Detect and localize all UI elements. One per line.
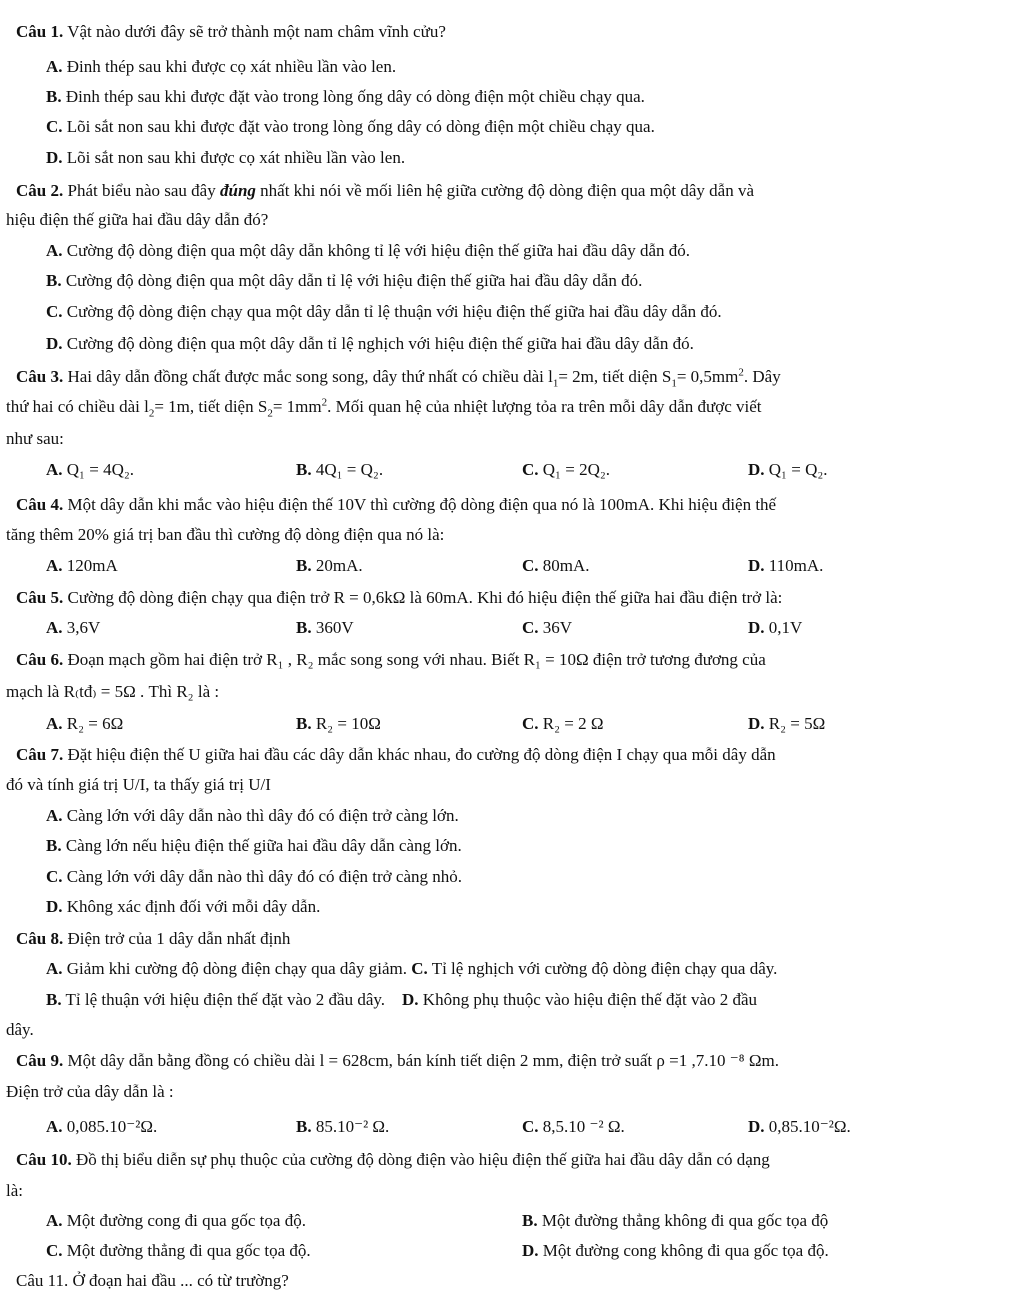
question-4 (16, 494, 776, 516)
question-text: Một dây dẫn khi mắc vào hiệu điện thế 10V thì cường độ dòng điện qua nó là 100mA. Khi hiệu điện thế (67, 495, 777, 514)
option-text: R₂ = 10Ω (315, 714, 381, 733)
option (296, 459, 383, 481)
question-label: Câu 7. (16, 745, 64, 764)
subscript: 2 (267, 407, 273, 420)
option-letter: D. (46, 148, 63, 167)
option (522, 555, 590, 577)
option-letter: A. (46, 556, 63, 575)
option-letter: D. (46, 334, 63, 353)
question-continuation: mạch là R₍tđ₎ = 5Ω . Thì R₂ là : (6, 682, 220, 701)
question-9 (16, 1050, 779, 1072)
subscript: 1 (552, 377, 559, 390)
option-letter: D. (46, 897, 63, 916)
question-7 (16, 744, 776, 766)
question-text: Một dây dẫn bằng đồng có chiều dài l = 628cm, bán kính tiết diện 2 mm, điện trở suất ρ =1 ,7.10 ⁻⁸ Ωm. (67, 1051, 779, 1070)
option-letter: D. (748, 556, 765, 575)
option-letter: D. (402, 990, 419, 1009)
option-letter: C. (46, 302, 63, 321)
option-text: 4Q₁ = Q₂. (315, 460, 384, 479)
question-text: Đặt hiệu điện thế U giữa hai đầu các dây dẫn khác nhau, đo cường độ dòng điện I chạy qua mỗi dây dẫn (67, 745, 776, 764)
question-2 (16, 180, 754, 202)
option-letter: A. (46, 57, 63, 76)
option-text: Càng lớn với dây dẫn nào thì dây đó có điện trở càng nhỏ. (66, 867, 462, 886)
option-text: 20mA. (315, 556, 363, 575)
question-continuation: hiệu điện thế giữa hai đầu dây dẫn đó? (6, 210, 269, 229)
question-text: Hai dây dẫn đồng chất được mắc song song, dây thứ nhất có chiều dài l (67, 367, 553, 386)
option-text: Tỉ lệ thuận với hiệu điện thế đặt vào 2 đầu dây. (65, 990, 386, 1009)
emphasis-text: đúng (219, 181, 256, 200)
option-text: Cường độ dòng điện qua một dây dẫn tỉ lệ nghịch với hiệu điện thế giữa hai đầu dây dẫn đó. (66, 334, 694, 353)
option-text: 120mA (66, 556, 118, 575)
option-text: Đinh thép sau khi được cọ xát nhiều lần vào len. (66, 57, 397, 76)
question-text: Điện trở của 1 dây dẫn nhất định (67, 929, 291, 948)
option (748, 555, 823, 577)
option (46, 1210, 306, 1232)
question-text: = 1m, tiết diện S (154, 397, 268, 416)
option (522, 1210, 828, 1232)
question-label: Câu 9. (16, 1051, 64, 1070)
option-text: 0,85.10⁻²Ω. (768, 1117, 851, 1136)
option-text: Q₁ = Q₂. (768, 460, 828, 479)
option (296, 555, 363, 577)
question-3-line-2 (6, 396, 761, 418)
option-text: 8,5.10 ⁻² Ω. (542, 1117, 625, 1136)
cutoff-question-line: Câu 11. Ở đoạn hai đầu ... có từ trường? (16, 1271, 289, 1290)
option-letter: A. (46, 806, 63, 825)
option-letter: A. (46, 714, 63, 733)
option-letter: B. (46, 271, 62, 290)
question-6 (16, 649, 766, 671)
option (748, 459, 828, 481)
option-row (46, 958, 777, 980)
option-text: 360V (315, 618, 354, 637)
option-letter: B. (46, 836, 62, 855)
question-5 (16, 587, 782, 609)
question-label: Câu 5. (16, 588, 64, 607)
option-letter: B. (296, 714, 312, 733)
question-label: Câu 6. (16, 650, 64, 669)
question-8 (16, 928, 290, 950)
question-text: . Dây (743, 367, 781, 386)
option-text: R₂ = 6Ω (66, 714, 124, 733)
question-text: . Mối quan hệ của nhiệt lượng tỏa ra trên mỗi dây dẫn được viết (327, 397, 762, 416)
option-letter: A. (46, 241, 63, 260)
option (46, 86, 645, 108)
option-text: 80mA. (542, 556, 590, 575)
option-text: 110mA. (768, 556, 824, 575)
option-text: Giảm khi cường độ dòng điện chạy qua dây giảm. (66, 959, 407, 978)
option-text: Một đường thẳng đi qua gốc tọa độ. (66, 1241, 311, 1260)
option (46, 459, 134, 481)
option-text: Lõi sắt non sau khi được cọ xát nhiều lần vào len. (66, 148, 406, 167)
option (46, 301, 722, 323)
option-letter: B. (296, 460, 312, 479)
option-letter: D. (748, 714, 765, 733)
question-label: Câu 1. (16, 22, 64, 41)
option-letter: A. (46, 959, 63, 978)
option-text: Q₁ = 4Q₂. (66, 460, 135, 479)
question-continuation: tăng thêm 20% giá trị ban đầu thì cường độ dòng điện qua nó là: (6, 525, 445, 544)
option (46, 1240, 311, 1262)
question-label: Câu 2. (16, 181, 64, 200)
question-continuation: Điện trở của dây dẫn là : (6, 1082, 174, 1101)
option-letter: B. (46, 87, 62, 106)
superscript: 2 (321, 396, 328, 409)
option-text: 3,6V (66, 618, 101, 637)
option-letter: D. (522, 1241, 539, 1260)
option-text: Cường độ dòng điện qua một dây dẫn không tỉ lệ với hiệu điện thế giữa hai đầu dây dẫn đó. (66, 241, 691, 260)
option (46, 270, 642, 292)
option (46, 1116, 157, 1138)
question-label: Câu 10. (16, 1150, 72, 1169)
question-text: = 0,5mm (676, 367, 739, 386)
option (46, 805, 459, 827)
question-text: = 1mm (272, 397, 322, 416)
question-text: Đoạn mạch gồm hai điện trở R₁ , R₂ mắc song song với nhau. Biết R₁ = 10Ω điện trở tương đương của (67, 650, 766, 669)
option-letter: B. (296, 618, 312, 637)
option (522, 713, 604, 735)
option-letter: C. (46, 867, 63, 886)
option (46, 147, 405, 169)
option-text: Một đường thẳng không đi qua gốc tọa độ (541, 1211, 829, 1230)
option (748, 1116, 851, 1138)
option-text: Càng lớn nếu hiệu điện thế giữa hai đầu dây dẫn càng lớn. (65, 836, 462, 855)
option (46, 835, 462, 857)
option (46, 866, 462, 888)
question-continuation: dây. (6, 1020, 34, 1039)
option-letter: B. (522, 1211, 538, 1230)
option (46, 333, 694, 355)
option-text: Đinh thép sau khi được đặt vào trong lòng ống dây có dòng điện một chiều chạy qua. (65, 87, 645, 106)
option (522, 1240, 829, 1262)
question-text: thứ hai có chiều dài l (6, 397, 149, 416)
question-text: Đồ thị biểu diễn sự phụ thuộc của cường độ dòng điện vào hiệu điện thế giữa hai đầu dây dẫn có dạng (75, 1150, 770, 1169)
option-text: Cường độ dòng điện qua một dây dẫn tỉ lệ với hiệu điện thế giữa hai đầu dây dẫn đó. (65, 271, 643, 290)
question-text: nhất khi nói về mối liên hệ giữa cường độ dòng điện qua một dây dẫn và (255, 181, 755, 200)
option-letter: B. (46, 990, 62, 1009)
option-text: Một đường cong đi qua gốc tọa độ. (66, 1211, 306, 1230)
option (748, 617, 802, 639)
option-text: Không phụ thuộc vào hiệu điện thế đặt vào 2 đầu (422, 990, 758, 1009)
option (296, 617, 354, 639)
option-letter: B. (296, 1117, 312, 1136)
option-letter: C. (46, 117, 63, 136)
option (296, 713, 381, 735)
option (522, 617, 572, 639)
subscript: 2 (148, 407, 155, 420)
option-text: Tỉ lệ nghịch với cường độ dòng điện chạy qua dây. (431, 959, 778, 978)
option (46, 56, 396, 78)
option-letter: D. (748, 618, 765, 637)
option-text: 85.10⁻² Ω. (315, 1117, 390, 1136)
option (46, 617, 100, 639)
option (296, 1116, 389, 1138)
question-text: = 2m, tiết diện S (558, 367, 672, 386)
option (46, 116, 655, 138)
option-text: R₂ = 2 Ω (542, 714, 604, 733)
option-text: Cường độ dòng điện chạy qua một dây dẫn tỉ lệ thuận với hiệu điện thế giữa hai đầu dây dẫn đó. (66, 302, 722, 321)
option-letter: C. (522, 618, 539, 637)
option (46, 896, 320, 918)
question-continuation: như sau: (6, 429, 64, 448)
question-label: Câu 4. (16, 495, 64, 514)
superscript: 2 (738, 366, 744, 379)
option-text: 36V (542, 618, 573, 637)
option-letter: A. (46, 1211, 63, 1230)
question-continuation: là: (6, 1181, 23, 1200)
option-row (46, 989, 757, 1011)
option-letter: D. (748, 460, 765, 479)
question-text: Cường độ dòng điện chạy qua điện trở R = 0,6kΩ là 60mA. Khi đó hiệu điện thế giữa hai đầu điện trở là: (67, 588, 783, 607)
question-1 (16, 21, 446, 43)
question-label: Câu 3. (16, 367, 64, 386)
question-3 (16, 366, 781, 388)
option (522, 459, 610, 481)
option (46, 555, 118, 577)
question-10 (16, 1149, 770, 1171)
option (748, 713, 825, 735)
option-letter: A. (46, 618, 63, 637)
option-letter: C. (522, 460, 539, 479)
option-letter: A. (46, 460, 63, 479)
option-letter: B. (296, 556, 312, 575)
option-text: 0,1V (768, 618, 803, 637)
option-text: Q₁ = 2Q₂. (542, 460, 611, 479)
subscript: 1 (671, 377, 677, 390)
option (46, 713, 123, 735)
option-text: Lõi sắt non sau khi được đặt vào trong lòng ống dây có dòng điện một chiều chạy qua. (66, 117, 655, 136)
option-letter: C. (522, 556, 539, 575)
option (522, 1116, 625, 1138)
option-letter: C. (522, 714, 539, 733)
option (46, 240, 690, 262)
option-text: 0,085.10⁻²Ω. (66, 1117, 158, 1136)
question-text: Phát biểu nào sau đây (67, 181, 220, 200)
option-text: Không xác định đối với mỗi dây dẫn. (66, 897, 321, 916)
question-continuation: đó và tính giá trị U/I, ta thấy giá trị U/I (6, 775, 271, 794)
option-letter: C. (46, 1241, 63, 1260)
option-letter: A. (46, 1117, 63, 1136)
option-text: R₂ = 5Ω (768, 714, 826, 733)
option-letter: C. (411, 959, 428, 978)
question-text: Vật nào dưới đây sẽ trở thành một nam châm vĩnh cửu? (67, 22, 446, 41)
option-letter: D. (748, 1117, 765, 1136)
option-text: Càng lớn với dây dẫn nào thì dây đó có điện trở càng lớn. (66, 806, 459, 825)
option-text: Một đường cong không đi qua gốc tọa độ. (542, 1241, 829, 1260)
option-letter: C. (522, 1117, 539, 1136)
question-label: Câu 8. (16, 929, 64, 948)
